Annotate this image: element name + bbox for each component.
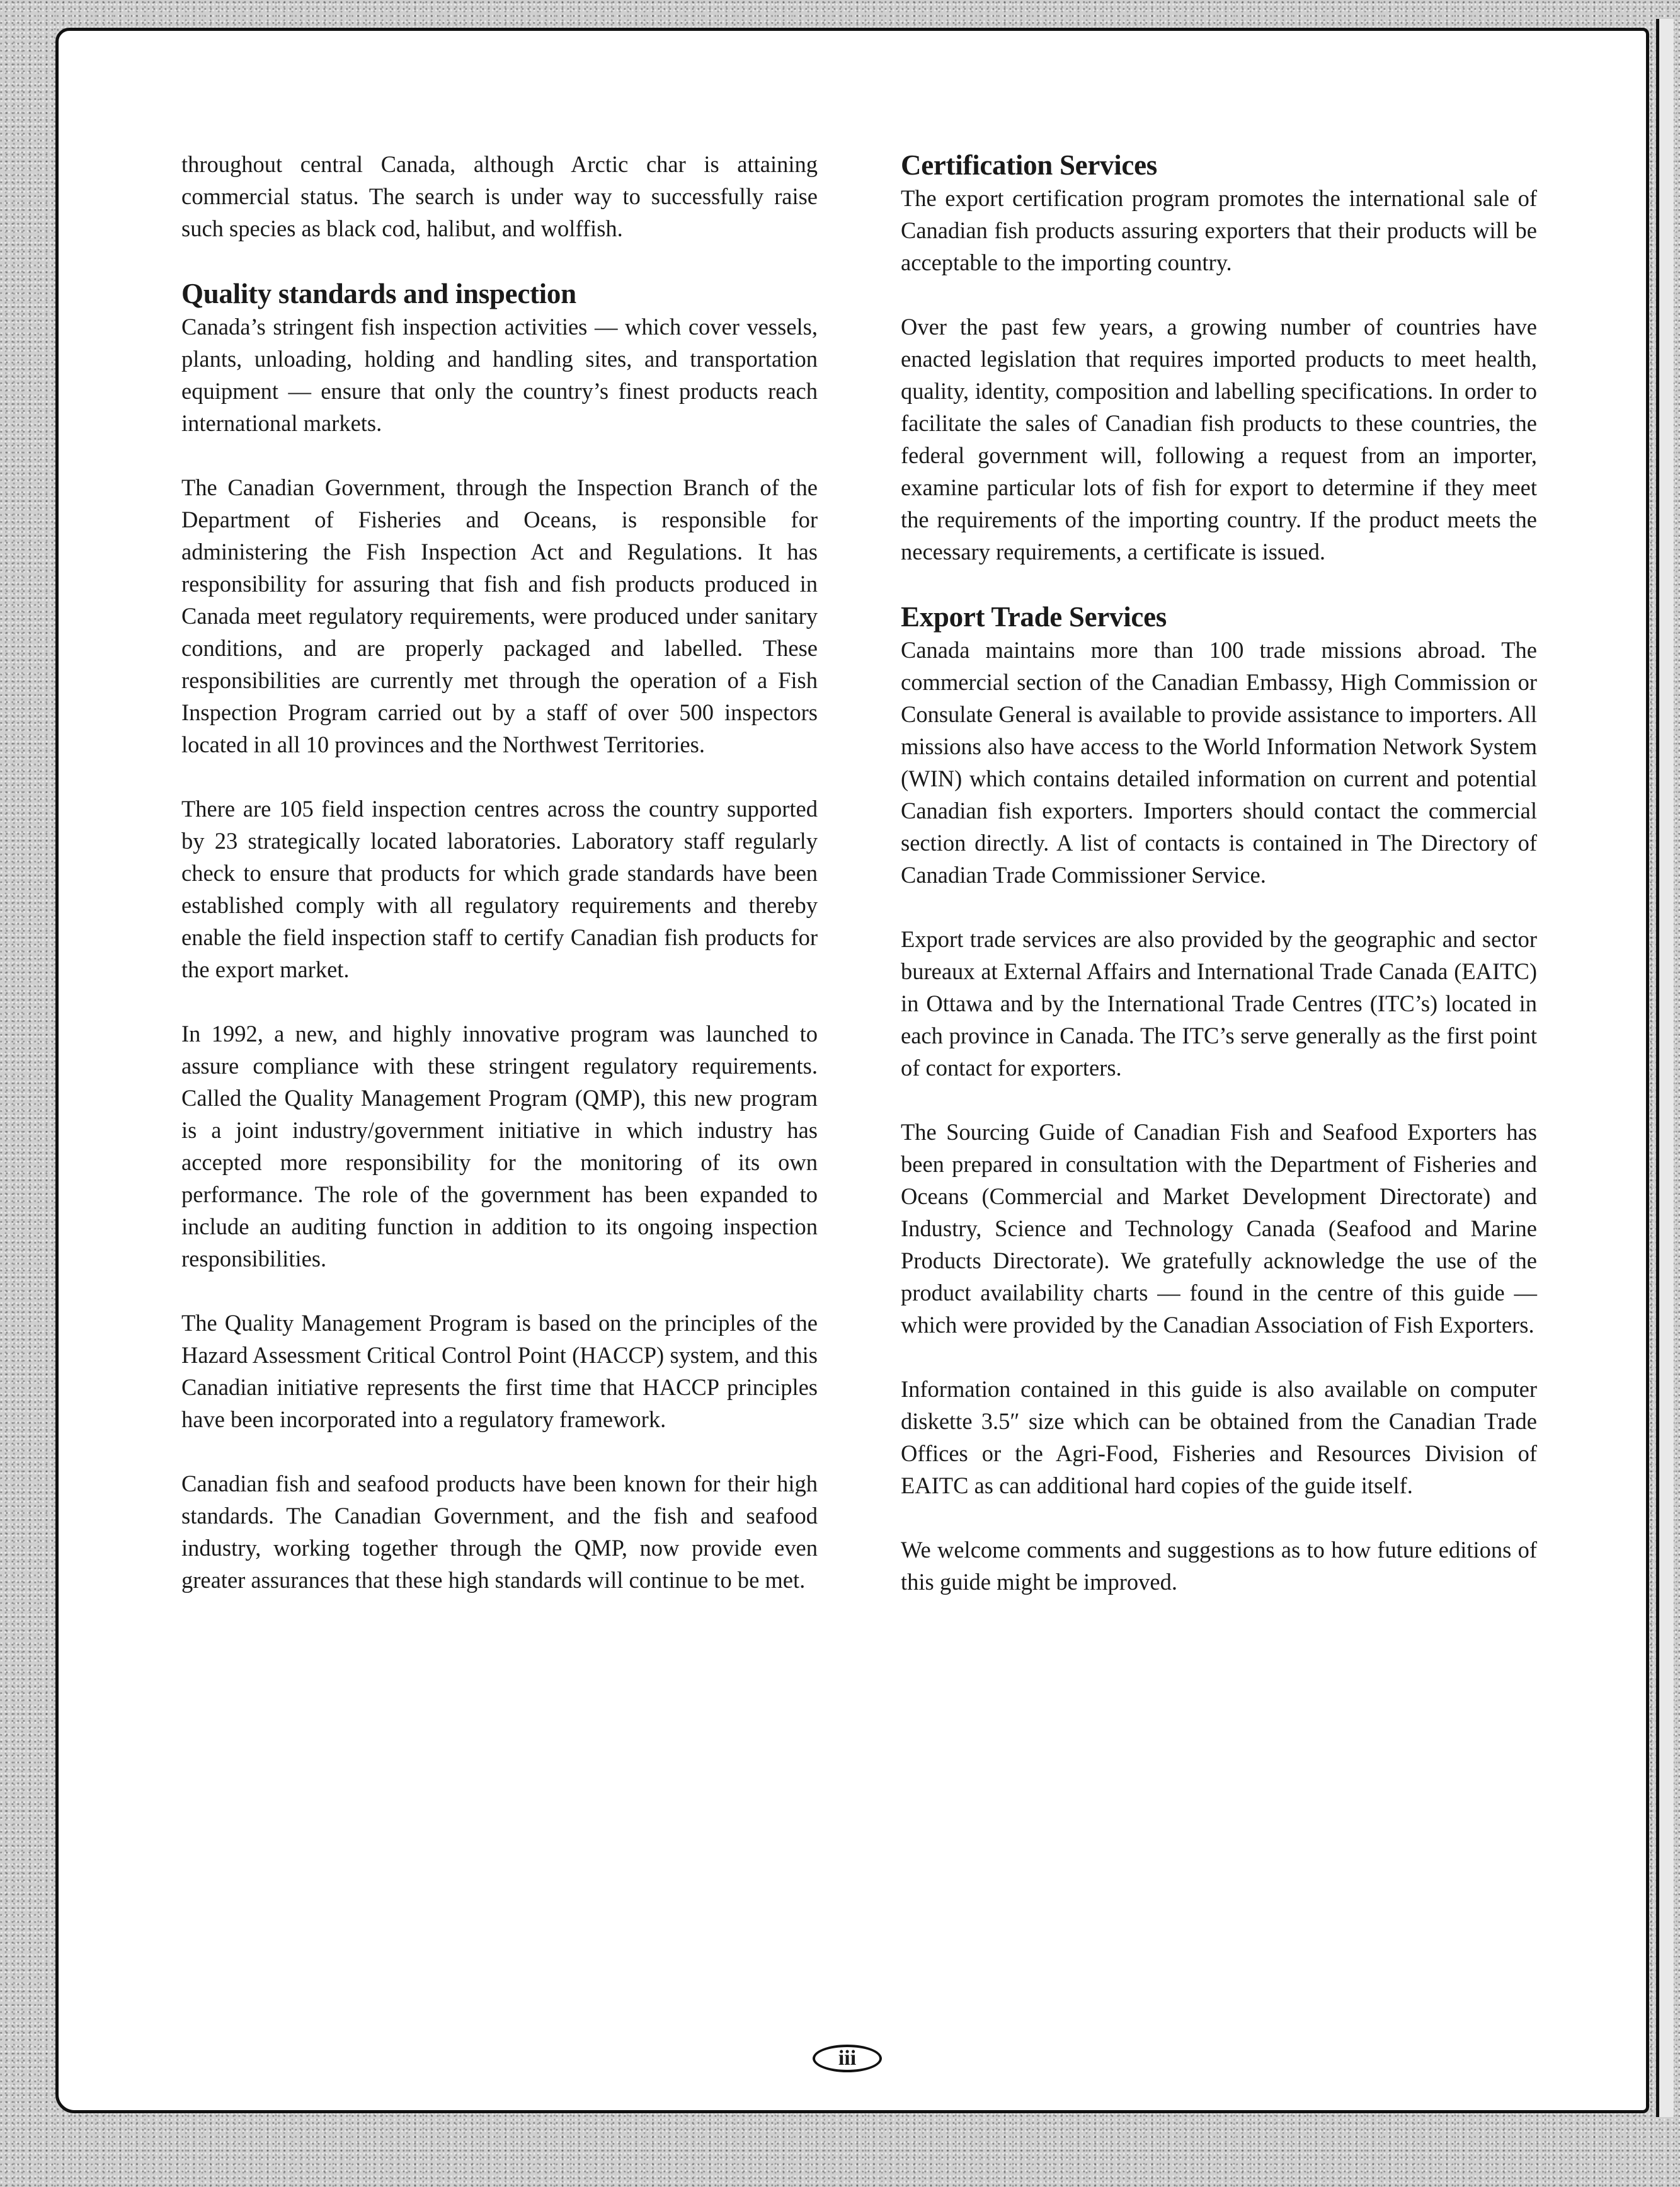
heading-quality-standards: Quality standards and inspection bbox=[181, 278, 576, 309]
paragraph-diskette: Information contained in this guide is also available on computer diskette 3.5″ size which can be obtained from the Canadian Trade Offices or the Agri-Food, Fisheries and Resources Division of EAITC as can additional hard copies of the guide itself. bbox=[901, 1376, 1537, 1498]
paragraph-inspection-activities: Canada’s stringent fish inspection activities — which cover vessels, plants, unloading, holding and handling sites, and transportation equipment — ensure that only the country’s finest products reach international markets. bbox=[181, 314, 818, 436]
paragraph-sourcing-guide: The Sourcing Guide of Canadian Fish and Seafood Exporters has been prepared in consultation with the Department of Fisheries and Oceans (Commercial and Market Development Directorate) and Industry, Science and Technology Canada (Seafood and Marine Products Directorate). We gratefully acknowledge the use of the product availability charts — found in the centre of this guide — which were provided by the Canadian Association of Fish Exporters. bbox=[901, 1119, 1537, 1338]
paragraph-field-inspection-centres: There are 105 field inspection centres across the country supported by 23 strategically located laboratories. Laboratory staff regularly check to ensure that products for which grade standards have been established comply with all regulatory requirements and thereby enable the field inspection staff to certify Canadian fish products for the export market. bbox=[181, 796, 818, 982]
paragraph-inspection-branch: The Canadian Government, through the Inspection Branch of the Department of Fisheries and Oceans, is responsible for administering the Fish Inspection Act and Regulations. It has responsibility for assuring that fish and fish products produced in Canada meet regulatory requirements, were produced under sanitary conditions, and are properly packaged and labelled. These responsibilities are currently met through the operation of a Fish Inspection Program carried out by a staff of over 500 inspectors located in all 10 provinces and the Northwest Territories. bbox=[181, 474, 818, 757]
paragraph-welcome-comments: We welcome comments and suggestions as to how future editions of this guide might be improved. bbox=[901, 1537, 1537, 1595]
paragraph-qmp-launch: In 1992, a new, and highly innovative program was launched to assure compliance with these stringent regulatory requirements. Called the Quality Management Program (QMP), this new program is a joint industry/government initiative in which industry has accepted more responsibility for the monitoring of its own performance. The role of the government has been expanded to include an auditing function in addition to its ongoing inspection responsibilities. bbox=[181, 1021, 818, 1271]
paragraph-trade-missions: Canada maintains more than 100 trade missions abroad. The commercial section of the Canadian Embassy, High Commission or Consulate General is available to provide assistance to importers. All missions also have access to the World Information Network System (WIN) which contains detailed information on current and potential Canadian fish exporters. Importers should contact the commercial section directly. A list of contacts is contained in The Directory of Canadian Trade Commissioner Service. bbox=[901, 637, 1537, 888]
paragraph-eaitc-services: Export trade services are also provided by the geographic and sector bureaux at External Affairs and International Trade Canada (EAITC) in Ottawa and by the International Trade Centres (ITC’s) located in each province in Canada. The ITC’s serve generally as the first point of contact for exporters. bbox=[901, 926, 1537, 1081]
paragraph-aquaculture-intro: throughout central Canada, although Arctic char is attaining commercial status. The search is under way to successfully raise such species as black cod, halibut, and wolffish. bbox=[181, 151, 818, 241]
paragraph-importing-legislation: Over the past few years, a growing number of countries have enacted legislation that requires imported products to meet health, quality, identity, composition and labelling specifications. In order to facilitate the sales of Canadian fish products to these countries, the federal government will, following a request from an importer, examine particular lots of fish for export to determine if they meet the requirements of the importing country. If the product meets the necessary requirements, a certificate is issued. bbox=[901, 314, 1537, 565]
heading-export-trade-services: Export Trade Services bbox=[901, 601, 1167, 633]
paragraph-high-standards: Canadian fish and seafood products have been known for their high standards. The Canadian Government, and the fish and seafood industry, working together through the QMP, now provide even greater assurances that these high standards will continue to be met. bbox=[181, 1471, 818, 1593]
paragraph-export-certification: The export certification program promotes the international sale of Canadian fish products assuring exporters that their products will be acceptable to the importing country. bbox=[901, 185, 1537, 275]
right-column bbox=[901, 148, 1537, 1630]
left-column bbox=[181, 148, 818, 1628]
heading-certification-services: Certification Services bbox=[901, 149, 1157, 181]
paragraph-haccp: The Quality Management Program is based on the principles of the Hazard Assessment Critical Control Point (HACCP) system, and this Canadian initiative represents the first time that HACCP principles have been incorporated into a regulatory framework. bbox=[181, 1310, 818, 1432]
page-number-badge: iii bbox=[813, 2045, 882, 2072]
binder-spine bbox=[1656, 19, 1674, 2117]
